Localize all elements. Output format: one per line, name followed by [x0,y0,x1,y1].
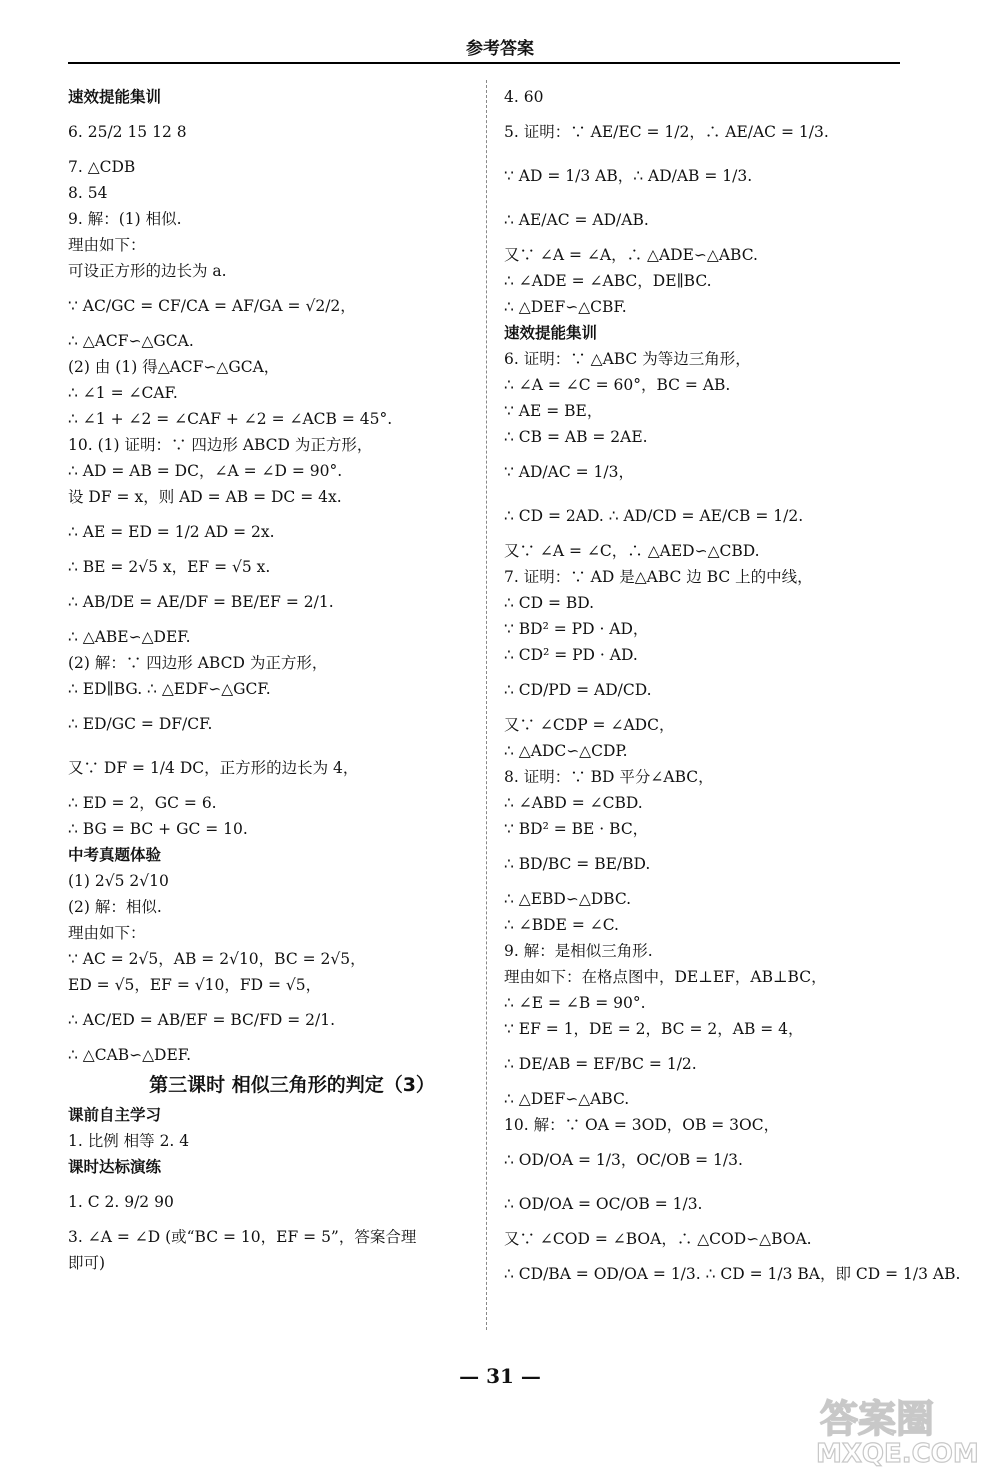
answer-line: 8. 54 [68,184,108,202]
answer-line: ∵ BD² = BE · BC， [504,820,649,838]
answer-line: ∴ ∠1 + ∠2 = ∠CAF + ∠2 = ∠ACB = 45°. [68,410,393,428]
watermark-logo [800,1388,1000,1467]
answer-line: ∵ AC = 2√5，AB = 2√10，BC = 2√5， [68,950,366,968]
answer-line: ∴ △CAB∽△DEF. [68,1046,192,1064]
answer-line: ∴ △ADC∽△CDP. [504,742,628,760]
answer-line: 9. 解：是相似三角形. [504,942,653,960]
lesson-title: 第三课时 相似三角形的判定（3） [149,1074,435,1096]
answer-line: 又∵ ∠A = ∠A，∴ △ADE∽△ABC. [504,246,758,264]
answer-line: 10. 解：∵ OA = 3OD，OB = 3OC， [504,1116,780,1134]
answer-line: ∴ AD = AB = DC，∠A = ∠D = 90°. [68,462,343,480]
answer-line: 又∵ ∠COD = ∠BOA，∴ △COD∽△BOA. [504,1230,812,1248]
page-header: 参考答案 [466,39,534,59]
answer-line: ∴ ∠A = ∠C = 60°，BC = AB. [504,376,731,394]
svg-text:MXQE.COM: MXQE.COM [816,1439,979,1467]
answer-line: ∴ BG = BC + GC = 10. [68,820,248,838]
answer-line: ∴ OD/OA = 1/3，OC/OB = 1/3. [504,1151,743,1169]
answer-line: ∴ AC/ED = AB/EF = BC/FD = 2/1. [68,1011,336,1029]
answer-line: ∴ BE = 2√5 x，EF = √5 x. [68,558,271,576]
answer-line: ∴ △DEF∽△ABC. [504,1090,630,1108]
answer-line: ∴ AE/AC = AD/AB. [504,211,649,229]
answer-line: ∴ ∠ABD = ∠CBD. [504,794,643,812]
header-rule [68,62,900,64]
answer-line: ∴ ED = 2，GC = 6. [68,794,217,812]
answer-line: 理由如下：在格点图中，DE⊥EF，AB⊥BC， [504,968,827,986]
answer-line: ∵ BD² = PD · AD， [504,620,649,638]
left-column [68,84,476,1276]
answer-line: 9. 解：(1) 相似. [68,210,182,228]
answer-line: 即可) [68,1254,106,1272]
answer-line: ∴ OD/OA = OC/OB = 1/3. [504,1195,703,1213]
answer-line: ∵ AC/GC = CF/CA = AF/GA = √2/2， [68,297,356,315]
answer-line: ∴ △EBD∽△DBC. [504,890,632,908]
answer-line: 3. ∠A = ∠D (或“BC = 10，EF = 5”，答案合理 [68,1228,417,1246]
answer-line: ∴ ED/GC = DF/CF. [68,715,213,733]
answer-line: ∴ CD = 2AD. ∴ AD/CD = AE/CB = 1/2. [504,507,804,525]
answer-line: (1) 2√5 2√10 [68,872,169,890]
answer-line: 设 DF = x，则 AD = AB = DC = 4x. [68,488,342,506]
answer-line: ∴ ∠E = ∠B = 90°. [504,994,646,1012]
section-heading: 速效提能集训 [68,88,162,106]
answer-line: ∴ CD/PD = AD/CD. [504,681,652,699]
answer-line: 4. 60 [504,88,544,106]
answer-line: 理由如下： [68,924,146,942]
section-heading: 课时达标演练 [68,1158,162,1176]
right-column [504,84,961,1296]
answer-line: ∴ ∠1 = ∠CAF. [68,384,178,402]
answer-line: 又∵ ∠A = ∠C，∴ △AED∽△CBD. [504,542,760,560]
answer-line: ED = √5，EF = √10，FD = √5， [68,976,322,994]
answer-line: ∴ CD = BD. [504,594,595,612]
answer-line: 1. C 2. 9/2 90 [68,1193,174,1211]
answer-line: 又∵ DF = 1/4 DC，正方形的边长为 4， [68,759,359,777]
answer-line: 7. 证明：∵ AD 是△ABC 边 BC 上的中线， [504,568,813,586]
answer-line: ∴ CD/BA = OD/OA = 1/3. ∴ CD = 1/3 BA，即 CD = 1/3 AB. [504,1265,961,1283]
answer-line: ∵ AD/AC = 1/3， [504,463,634,481]
answer-line: 又∵ ∠CDP = ∠ADC， [504,716,675,734]
answer-line: ∴ △ACF∽△GCA. [68,332,194,350]
column-divider [486,80,487,1330]
page-number: — 31 — [459,1364,541,1388]
answer-line: (2) 由 (1) 得△ACF∽△GCA， [68,358,280,376]
answer-line: ∴ DE/AB = EF/BC = 1/2. [504,1055,697,1073]
answer-line: ∴ ∠ADE = ∠ABC，DE∥BC. [504,272,712,290]
answer-line: 1. 比例 相等 2. 4 [68,1132,190,1150]
answer-line: 6. 证明：∵ △ABC 为等边三角形， [504,350,751,368]
answer-line: ∵ AE = BE， [504,402,603,420]
answer-line: (2) 解：∵ 四边形 ABCD 为正方形， [68,654,328,672]
section-heading: 速效提能集训 [504,324,598,342]
answer-line: 可设正方形的边长为 a. [68,262,227,280]
svg-text:答案圈: 答案圈 [820,1397,935,1441]
answer-line: ∴ △DEF∽△CBF. [504,298,627,316]
section-heading: 中考真题体验 [68,846,162,864]
answer-line: 6. 25/2 15 12 8 [68,123,187,141]
answer-line: 理由如下： [68,236,146,254]
answer-line: ∴ BD/BC = BE/BD. [504,855,651,873]
answer-line: 5. 证明：∵ AE/EC = 1/2，∴ AE/AC = 1/3. [504,123,829,141]
section-heading: 课前自主学习 [68,1106,162,1124]
answer-line: 8. 证明：∵ BD 平分∠ABC， [504,768,714,786]
answer-line: ∴ ED∥BG. ∴ △EDF∽△GCF. [68,680,271,698]
answer-line: ∴ AB/DE = AE/DF = BE/EF = 2/1. [68,593,334,611]
answer-line: ∴ ∠BDE = ∠C. [504,916,619,934]
answer-line: ∴ AE = ED = 1/2 AD = 2x. [68,523,275,541]
answer-line: ∵ EF = 1，DE = 2，BC = 2，AB = 4， [504,1020,804,1038]
answer-line: ∵ AD = 1/3 AB，∴ AD/AB = 1/3. [504,167,753,185]
answer-line: ∴ CD² = PD · AD. [504,646,638,664]
answer-line: ∴ CB = AB = 2AE. [504,428,648,446]
answer-line: (2) 解：相似. [68,898,162,916]
answer-line: 10. (1) 证明：∵ 四边形 ABCD 为正方形， [68,436,373,454]
answer-line: ∴ △ABE∽△DEF. [68,628,191,646]
answer-line: 7. △CDB [68,158,136,176]
